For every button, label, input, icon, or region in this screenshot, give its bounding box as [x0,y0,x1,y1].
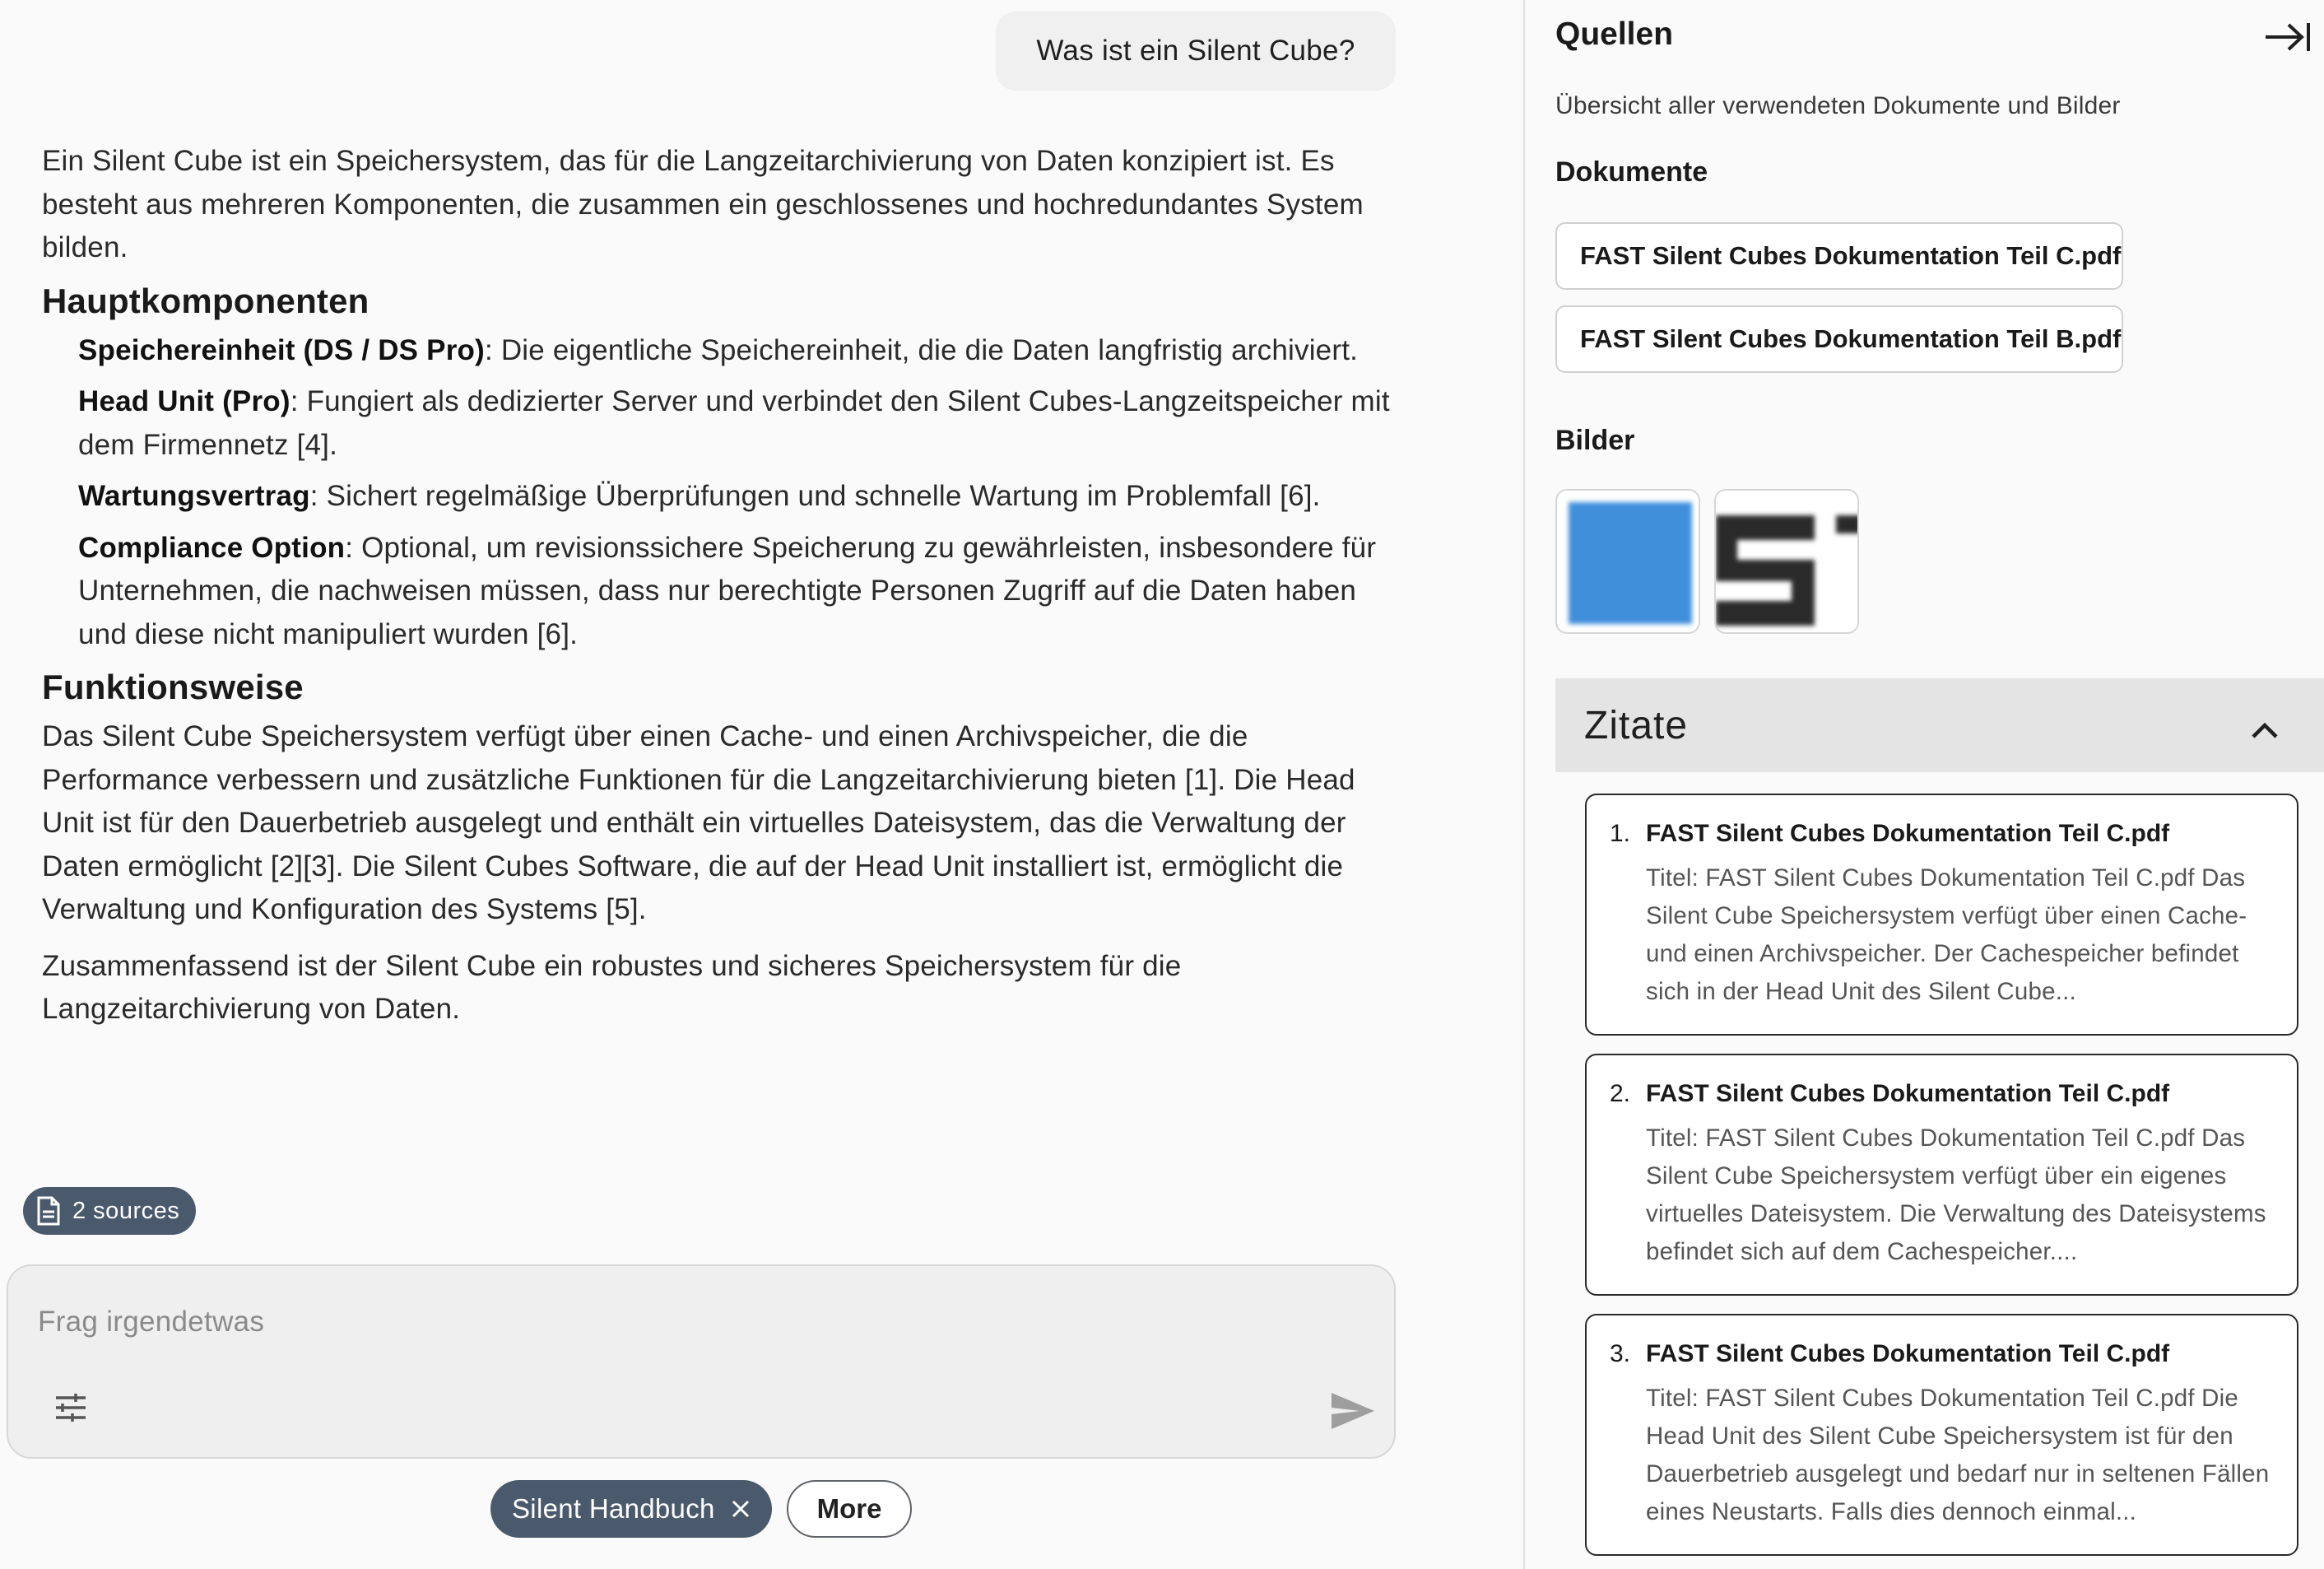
component-desc: : Sichert regelmäßige Überprüfungen und schnelle Wartung im Problemfall [6]. [309,480,1321,512]
filter-chip-label: Silent Handbuch [512,1493,715,1524]
image-thumbnail[interactable] [1714,489,1859,634]
close-icon[interactable] [730,1498,751,1520]
component-item [78,329,1392,373]
sources-panel [1523,0,2324,1569]
citations-label: Zitate [1584,703,1689,747]
citation-card[interactable] [1585,794,2298,1036]
component-desc: : Optional, um revisionssichere Speicherung zu gewährleisten, insbesondere für Unternehmen, die nachweisen müssen, dass nur berechtigte Personen Zugriff auf die Daten haben und diese nicht manipuliert wurden [6]. [78,531,1377,650]
send-icon[interactable] [1328,1390,1378,1432]
citation-number: 3. [1610,1340,1631,1367]
panel-title: Quellen [1555,16,1674,52]
citation-number: 2. [1610,1080,1631,1107]
sources-chip[interactable] [23,1187,196,1235]
chip-row [490,1480,912,1538]
component-item [78,380,1392,467]
component-desc: : Fungiert als dedizierter Server und verbindet den Silent Cubes-Langzeitspeicher mit dem Firmennetz [4]. [78,385,1390,461]
assistant-answer [42,140,1392,1031]
component-item [78,527,1392,657]
component-term: Head Unit (Pro) [78,385,290,417]
document-icon [36,1196,61,1226]
filter-chip-silent-handbuch[interactable] [490,1480,772,1538]
citation-text: Titel: FAST Silent Cubes Dokumentation Teil C.pdf Das Silent Cube Speichersystem verfügt über ein eigenes virtuelles Dateisystem. Die Verwaltung des Dateisystems befindet sich auf dem Cachespeicher.... [1646,1124,2266,1265]
component-item [78,475,1392,519]
component-desc: : Die eigentliche Speichereinheit, die die Daten langfristig archiviert. [484,333,1359,366]
component-term: Compliance Option [78,531,346,564]
more-button[interactable]: More [787,1480,912,1538]
citation-title: FAST Silent Cubes Dokumentation Teil C.pdf [1646,820,2170,847]
citation-title: FAST Silent Cubes Dokumentation Teil C.pdf [1646,1340,2170,1367]
component-list [42,329,1392,657]
document-button[interactable]: FAST Silent Cubes Dokumentation Teil B.pdf [1555,305,2123,373]
document-button[interactable]: FAST Silent Cubes Dokumentation Teil C.pdf [1555,222,2123,290]
citations-header[interactable] [1555,678,2324,772]
user-message-bubble: Was ist ein Silent Cube? [996,12,1396,91]
chevron-up-icon[interactable] [2248,710,2281,739]
citation-text: Titel: FAST Silent Cubes Dokumentation Teil C.pdf Die Head Unit des Silent Cube Speichersystem ist für den Dauerbetrieb ausgelegt und bedarf nur in seltenen Fällen eines Neustarts. Falls dies dennoch einmal... [1646,1385,2270,1525]
section-heading-function: Funktionsweise [42,668,304,706]
images-label: Bilder [1555,425,1635,456]
sources-chip-label: 2 sources [72,1197,180,1224]
component-term: Speichereinheit (DS / DS Pro) [78,333,485,366]
citation-title: FAST Silent Cubes Dokumentation Teil C.pdf [1646,1080,2170,1107]
tune-icon[interactable] [53,1391,89,1424]
summary-paragraph: Zusammenfassend ist der Silent Cube ein robustes und sicheres Speichersystem für die Langzeitarchivierung von Daten. [42,949,1182,1025]
function-paragraph: Das Silent Cube Speichersystem verfügt über einen Cache- und einen Archivspeicher, die die Performance verbessern und zusätzliche Funktionen für die Langzeitarchivierung bieten [1]. Die Head Unit ist für den Dauerbetrieb ausgelegt und enthält ein virtuelles Dateisystem, das die Verwaltung der Daten ermöglicht [2][3]. Die Silent Cubes Software, die auf der Head Unit installiert ist, ermöglicht die Verwaltung und Konfiguration des Systems [5]. [42,720,1355,925]
citation-card[interactable] [1585,1314,2298,1556]
message-composer[interactable] [7,1264,1396,1459]
citation-card[interactable] [1585,1054,2298,1296]
answer-intro: Ein Silent Cube ist ein Speichersystem, das für die Langzeitarchivierung von Daten konzipiert ist. Es besteht aus mehreren Komponenten, die zusammen ein geschlossenes und hochredundantes System bilden. [42,145,1364,263]
citation-text: Titel: FAST Silent Cubes Dokumentation Teil C.pdf Das Silent Cube Speichersystem verfügt über einen Cache- und einen Archivspeicher. Der Cachespeicher befindet sich in der Head Unit des Silent Cube... [1646,864,2247,1005]
message-input[interactable]: Frag irgendetwas [38,1306,265,1338]
image-thumbnail[interactable] [1555,489,1700,634]
component-term: Wartungsvertrag [78,480,310,512]
collapse-panel-icon[interactable] [2264,20,2312,54]
panel-subtitle: Übersicht aller verwendeten Dokumente und Bilder [1555,92,2121,119]
citation-number: 1. [1610,820,1631,847]
documents-label: Dokumente [1555,156,1708,188]
section-heading-components: Hauptkomponenten [42,281,370,320]
